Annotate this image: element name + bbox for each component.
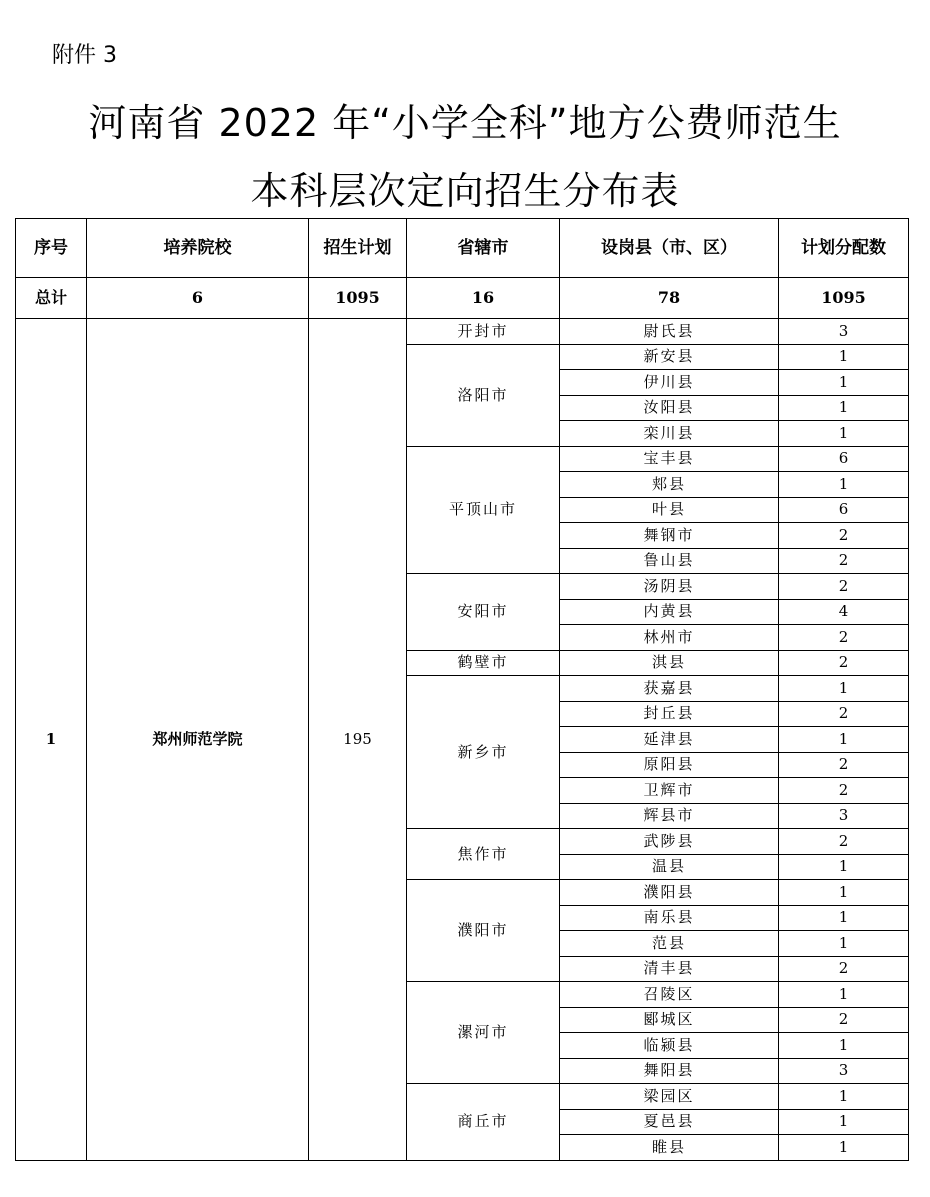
alloc-cell: 1: [779, 472, 909, 498]
city-cell: 新乡市: [407, 676, 560, 829]
county-cell: 卫辉市: [560, 778, 779, 804]
alloc-cell: 6: [779, 446, 909, 472]
alloc-cell: 2: [779, 625, 909, 651]
total-row: [16, 278, 909, 319]
county-cell: 林州市: [560, 625, 779, 651]
county-cell: 获嘉县: [560, 676, 779, 702]
county-cell: 临颍县: [560, 1033, 779, 1059]
city-cell: 鹤壁市: [407, 650, 560, 676]
header-seq: 序号: [16, 219, 87, 278]
header-city: 省辖市: [407, 219, 560, 278]
plan-cell: 195: [309, 319, 407, 1161]
county-cell: 辉县市: [560, 803, 779, 829]
alloc-cell: 1: [779, 1109, 909, 1135]
county-cell: 召陵区: [560, 982, 779, 1008]
alloc-cell: 1: [779, 931, 909, 957]
header-row: [16, 219, 909, 278]
city-cell: 濮阳市: [407, 880, 560, 982]
title-line-1: 河南省 2022 年“小学全科”地方公费师范生: [88, 101, 842, 145]
county-cell: 汤阴县: [560, 574, 779, 600]
county-cell: 夏邑县: [560, 1109, 779, 1135]
county-cell: 鲁山县: [560, 548, 779, 574]
alloc-cell: 2: [779, 778, 909, 804]
alloc-cell: 2: [779, 1007, 909, 1033]
county-cell: 新安县: [560, 344, 779, 370]
header-alloc: 计划分配数: [779, 219, 909, 278]
alloc-cell: 4: [779, 599, 909, 625]
county-cell: 南乐县: [560, 905, 779, 931]
total-alloc: 1095: [779, 278, 909, 319]
county-cell: 淇县: [560, 650, 779, 676]
alloc-cell: 1: [779, 727, 909, 753]
alloc-cell: 1: [779, 982, 909, 1008]
alloc-cell: 2: [779, 956, 909, 982]
alloc-cell: 2: [779, 829, 909, 855]
county-cell: 舞阳县: [560, 1058, 779, 1084]
alloc-cell: 1: [779, 880, 909, 906]
county-cell: 范县: [560, 931, 779, 957]
header-county: 设岗县（市、区）: [560, 219, 779, 278]
county-cell: 郾城区: [560, 1007, 779, 1033]
county-cell: 武陟县: [560, 829, 779, 855]
county-cell: 舞钢市: [560, 523, 779, 549]
total-counties: 78: [560, 278, 779, 319]
alloc-cell: 1: [779, 854, 909, 880]
alloc-cell: 3: [779, 319, 909, 345]
city-cell: 商丘市: [407, 1084, 560, 1161]
county-cell: 温县: [560, 854, 779, 880]
alloc-cell: 2: [779, 650, 909, 676]
alloc-cell: 1: [779, 395, 909, 421]
alloc-cell: 1: [779, 905, 909, 931]
county-cell: 伊川县: [560, 370, 779, 396]
alloc-cell: 2: [779, 548, 909, 574]
county-cell: 原阳县: [560, 752, 779, 778]
header-school: 培养院校: [87, 219, 309, 278]
county-cell: 宝丰县: [560, 446, 779, 472]
city-cell: 开封市: [407, 319, 560, 345]
header-plan: 招生计划: [309, 219, 407, 278]
city-cell: 漯河市: [407, 982, 560, 1084]
city-cell: 洛阳市: [407, 344, 560, 446]
alloc-cell: 3: [779, 803, 909, 829]
city-cell: 安阳市: [407, 574, 560, 651]
table-row: [16, 319, 909, 345]
county-cell: 睢县: [560, 1135, 779, 1161]
county-cell: 栾川县: [560, 421, 779, 447]
alloc-cell: 1: [779, 370, 909, 396]
seq-cell: 1: [16, 319, 87, 1161]
alloc-cell: 2: [779, 523, 909, 549]
attachment-label: 附件 3: [52, 43, 117, 68]
county-cell: 濮阳县: [560, 880, 779, 906]
alloc-cell: 1: [779, 1084, 909, 1110]
county-cell: 叶县: [560, 497, 779, 523]
total-label: 总计: [16, 278, 87, 319]
total-cities: 16: [407, 278, 560, 319]
alloc-cell: 1: [779, 1033, 909, 1059]
alloc-cell: 3: [779, 1058, 909, 1084]
city-cell: 平顶山市: [407, 446, 560, 574]
county-cell: 尉氏县: [560, 319, 779, 345]
county-cell: 内黄县: [560, 599, 779, 625]
county-cell: 清丰县: [560, 956, 779, 982]
county-cell: 梁园区: [560, 1084, 779, 1110]
county-cell: 汝阳县: [560, 395, 779, 421]
city-cell: 焦作市: [407, 829, 560, 880]
total-schools: 6: [87, 278, 309, 319]
alloc-cell: 2: [779, 701, 909, 727]
total-plan: 1095: [309, 278, 407, 319]
alloc-cell: 1: [779, 421, 909, 447]
alloc-cell: 2: [779, 752, 909, 778]
alloc-cell: 1: [779, 344, 909, 370]
alloc-cell: 2: [779, 574, 909, 600]
alloc-cell: 6: [779, 497, 909, 523]
county-cell: 延津县: [560, 727, 779, 753]
alloc-cell: 1: [779, 676, 909, 702]
distribution-table: [15, 218, 909, 1161]
county-cell: 封丘县: [560, 701, 779, 727]
county-cell: 郏县: [560, 472, 779, 498]
title-line-2: 本科层次定向招生分布表: [250, 169, 680, 213]
alloc-cell: 1: [779, 1135, 909, 1161]
school-cell: 郑州师范学院: [87, 319, 309, 1161]
